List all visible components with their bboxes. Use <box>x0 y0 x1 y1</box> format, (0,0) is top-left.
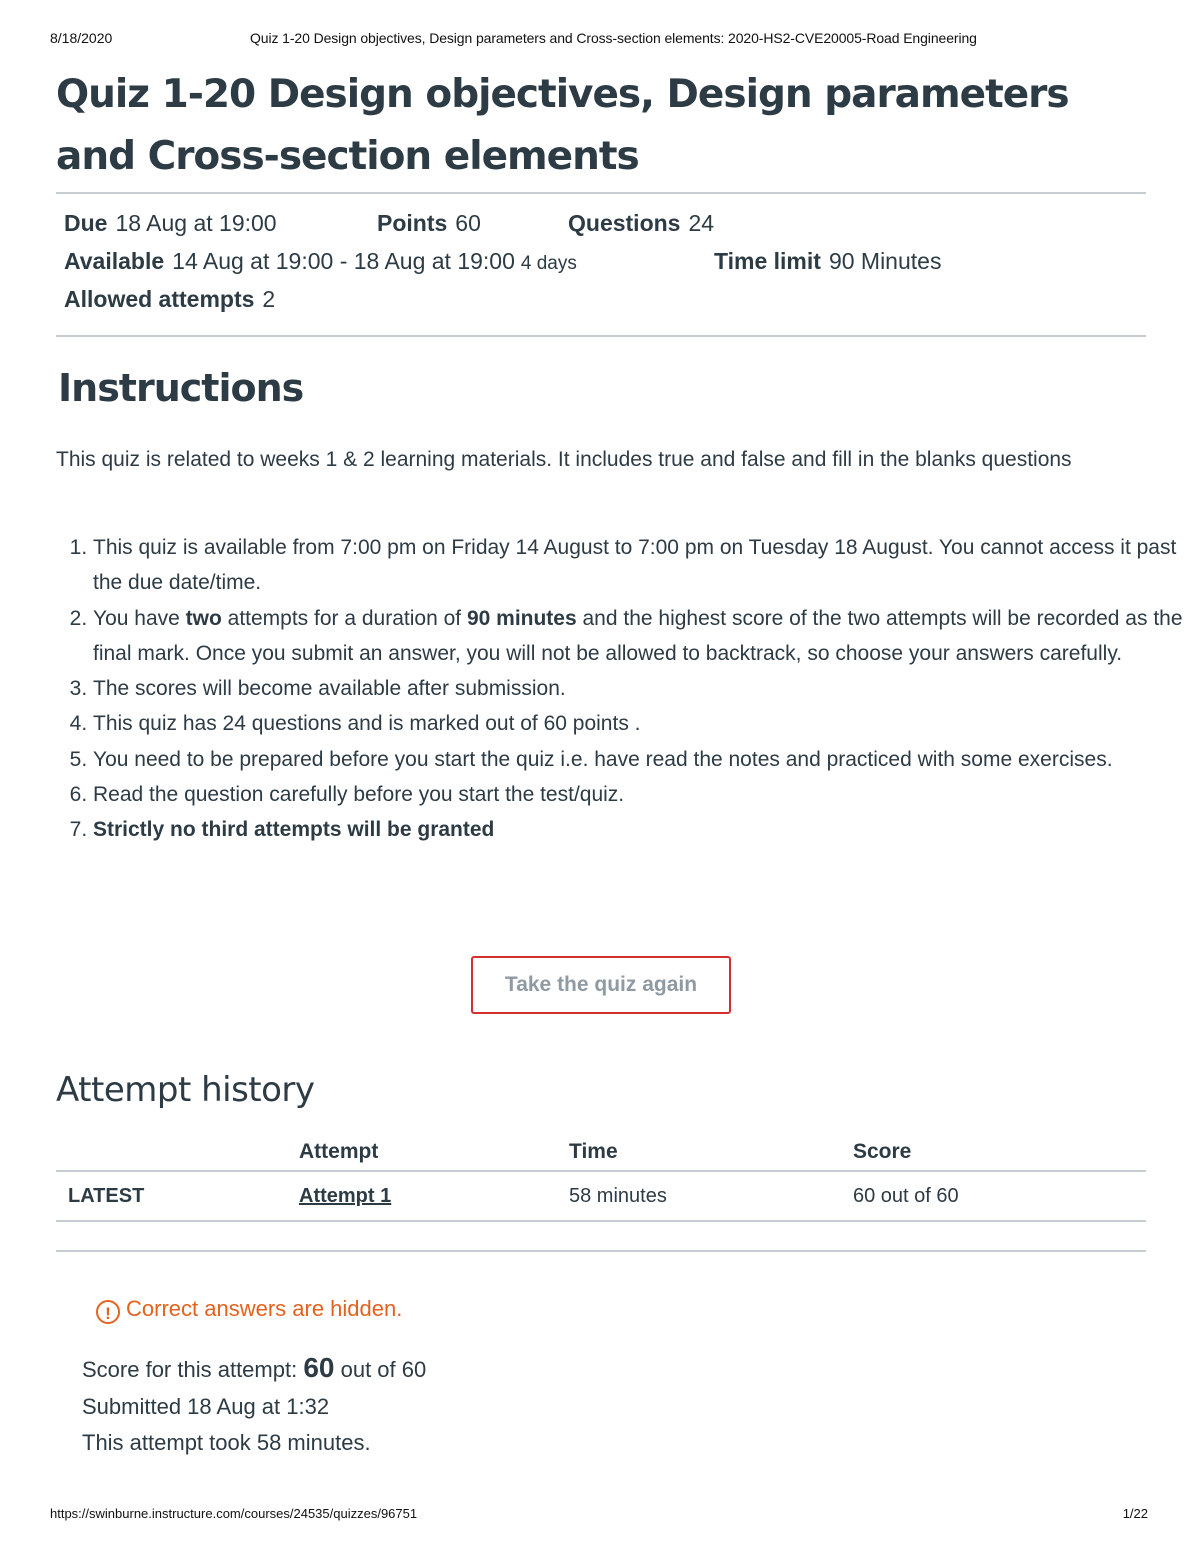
due-value: 18 Aug at 19:00 <box>115 210 277 236</box>
available-label: Available <box>64 248 165 274</box>
page-number: 1/22 <box>1122 1506 1148 1521</box>
column-header-time: Time <box>569 1140 618 1163</box>
questions-value: 24 <box>688 210 715 236</box>
time-limit-detail <box>714 248 941 275</box>
instruction-item: 5. You need to be prepared before you start the quiz i.e. have read the notes and practiced with some exercises. <box>93 742 1185 777</box>
print-header <box>50 30 1152 50</box>
attempt-1-link[interactable]: Attempt 1 <box>299 1185 392 1207</box>
instruction-item: 3. The scores will become available after submission. <box>93 671 1185 706</box>
points-detail <box>377 210 481 237</box>
score-value: 60 <box>303 1352 335 1383</box>
instruction-item: 6. Read the question carefully before you start the test/quiz. <box>93 777 1185 812</box>
time-limit-label: Time limit <box>714 248 821 274</box>
due-detail <box>64 210 277 237</box>
instruction-emphasis: Strictly no third attempts will be granted <box>93 818 495 842</box>
questions-detail <box>568 210 714 237</box>
instructions-heading: Instructions <box>58 366 304 410</box>
attempt-score-line <box>82 1352 426 1384</box>
instruction-text: You have <box>93 606 186 630</box>
table-row-divider <box>56 1220 1146 1222</box>
instruction-emphasis: two <box>185 606 222 630</box>
available-duration: 4 days <box>520 253 577 274</box>
points-value: 60 <box>455 210 481 236</box>
warning-icon: ! <box>96 1300 120 1324</box>
column-header-score: Score <box>853 1140 912 1163</box>
divider <box>56 335 1146 337</box>
divider <box>56 192 1146 194</box>
print-date: 8/18/2020 <box>50 30 113 46</box>
latest-tag: LATEST <box>68 1185 145 1207</box>
answers-hidden-alert <box>96 1296 402 1324</box>
allowed-attempts-label: Allowed attempts <box>64 286 255 312</box>
allowed-attempts-detail <box>64 286 275 313</box>
instruction-item: 1. This quiz is available from 7:00 pm on Friday 14 August to 7:00 pm on Tuesday 18 August. You cannot access it past the due date/time. <box>93 530 1185 601</box>
warning-text: Correct answers are hidden. <box>126 1296 403 1321</box>
score-prefix: Score for this attempt: <box>82 1357 298 1382</box>
table-header-divider <box>56 1170 1146 1172</box>
time-limit-value: 90 Minutes <box>828 248 942 274</box>
page-title: Quiz 1-20 Design objectives, Design parameters and Cross-section elements <box>56 72 1069 179</box>
available-detail <box>64 248 577 275</box>
due-label: Due <box>64 210 108 236</box>
instructions-intro: This quiz is related to weeks 1 & 2 learning materials. It includes true and false and fill in the blanks questions <box>56 448 1072 471</box>
take-quiz-again-button[interactable]: Take the quiz again <box>471 956 731 1014</box>
submitted-time: Submitted 18 Aug at 1:32 <box>82 1394 330 1419</box>
print-doc-title: Quiz 1-20 Design objectives, Design parameters and Cross-section elements: 2020-HS2-CVE20005-Road Engineering <box>250 30 977 46</box>
attempt-duration: This attempt took 58 minutes. <box>82 1430 371 1455</box>
instruction-item <box>93 812 1185 847</box>
column-header-attempt: Attempt <box>299 1140 379 1163</box>
score-suffix: out of 60 <box>340 1357 427 1382</box>
instruction-item <box>93 601 1185 672</box>
instruction-text: attempts for a duration of <box>221 606 467 630</box>
instructions-list <box>56 530 1185 848</box>
available-value: 14 Aug at 19:00 - 18 Aug at 19:00 <box>172 248 515 274</box>
questions-label: Questions <box>568 210 681 236</box>
points-label: Points <box>377 210 448 236</box>
divider <box>56 1250 1146 1252</box>
instruction-text: and the highest score of the two attempts will be recorded as the final mark. Once you submit an answer, you will not be allowed to backtrack, so choose your answers carefully. <box>93 606 1183 665</box>
instruction-item: 4. This quiz has 24 questions and is marked out of 60 points . <box>93 706 1185 741</box>
allowed-attempts-value: 2 <box>262 286 276 312</box>
page-url: https://swinburne.instructure.com/courses/24535/quizzes/96751 <box>50 1506 418 1521</box>
attempt-time: 58 minutes <box>569 1185 667 1207</box>
instruction-emphasis: 90 minutes <box>466 606 577 630</box>
attempt-score: 60 out of 60 <box>853 1185 959 1207</box>
attempt-history-heading: Attempt history <box>56 1070 315 1110</box>
